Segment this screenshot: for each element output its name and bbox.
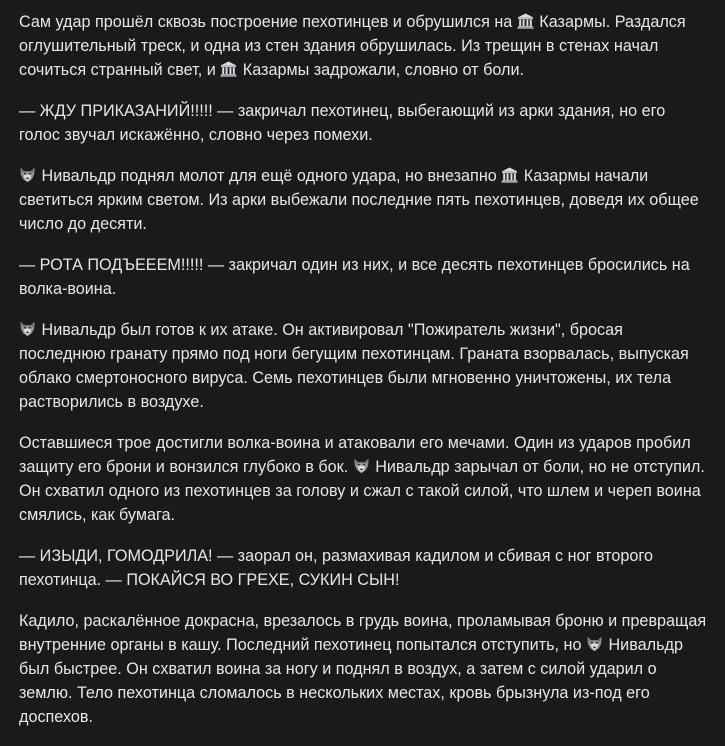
- wolf-icon: [19, 321, 36, 337]
- paragraph-text: Оставшиеся трое достигли волка-воина и атаковали его мечами. Один из ударов пробил защиту его брони и вонзился глубоко в бок.: [19, 434, 691, 476]
- story-paragraph: [19, 10, 709, 82]
- story-paragraph: [19, 318, 709, 414]
- story-text: [19, 10, 709, 746]
- paragraph-text: Нивальдр был быстрее. Он схватил воина за ногу и поднял в воздух, а затем с силой ударил о землю. Тело пехотинца сломалось в нескольких местах, кровь брызнула из-под его доспехов.: [19, 636, 683, 726]
- paragraph-text: Сам удар прошёл сквозь построение пехотинцев и обрушился на: [19, 13, 517, 31]
- paragraph-text: Нивальдр зарычал от боли, но не отступил. Он схватил одного из пехотинцев за голову и сжал с такой силой, что шлем и череп воина смялись, как бумага.: [19, 458, 705, 524]
- paragraph-text: — РОТА ПОДЪЕЕЕМ!!!!! — закричал один из них, и все десять пехотинцев бросились на волка-воина.: [19, 256, 690, 298]
- paragraph-text: — ИЗЫДИ, ГОМОДРИЛА! — заорал он, размахивая кадилом и сбивая с ног второго пехотинца. — ПОКАЙСЯ ВО ГРЕХЕ, СУКИН СЫН!: [19, 547, 653, 589]
- paragraph-text: Кадило, раскалённое докрасна, врезалось в грудь воина, проламывая броню и превращая внутренние органы в кашу. Последний пехотинец попытался отступить, но: [19, 612, 707, 654]
- classical-building-icon: [501, 167, 518, 183]
- paragraph-text: Нивальдр поднял молот для ещё одного удара, но внезапно: [37, 167, 502, 185]
- story-paragraph: [19, 99, 709, 147]
- paragraph-text: Нивальдр был готов к их атаке. Он активировал "Пожиратель жизни", бросая последнюю гранату прямо под ноги бегущим пехотинцам. Граната взорвалась, выпуская облако смертоносного вируса. Семь пехотинцев были мгновенно уничтожены, их тела растворились в воздухе.: [19, 321, 689, 411]
- wolf-icon: [353, 458, 370, 474]
- story-paragraph: [19, 431, 709, 527]
- paragraph-text: Казармы начали светиться ярким светом. Из арки выбежали последние пять пехотинцев, доведя их общее число до десяти.: [19, 167, 699, 233]
- wolf-icon: [19, 167, 36, 183]
- classical-building-icon: [220, 61, 237, 77]
- paragraph-text: Казармы задрожали, словно от боли.: [238, 61, 524, 79]
- wolf-icon: [586, 636, 603, 652]
- story-paragraph: [19, 164, 709, 236]
- story-paragraph: [19, 609, 709, 729]
- classical-building-icon: [517, 13, 534, 29]
- story-paragraph: [19, 253, 709, 301]
- story-paragraph: [19, 544, 709, 592]
- paragraph-text: — ЖДУ ПРИКАЗАНИЙ!!!!! — закричал пехотинец, выбегающий из арки здания, но его голос звучал искажённо, словно через помехи.: [19, 102, 666, 144]
- paragraph-text: Казармы. Раздался оглушительный треск, и одна из стен здания обрушилась. Из трещин в стенах начал сочиться странный свет, и: [19, 13, 686, 79]
